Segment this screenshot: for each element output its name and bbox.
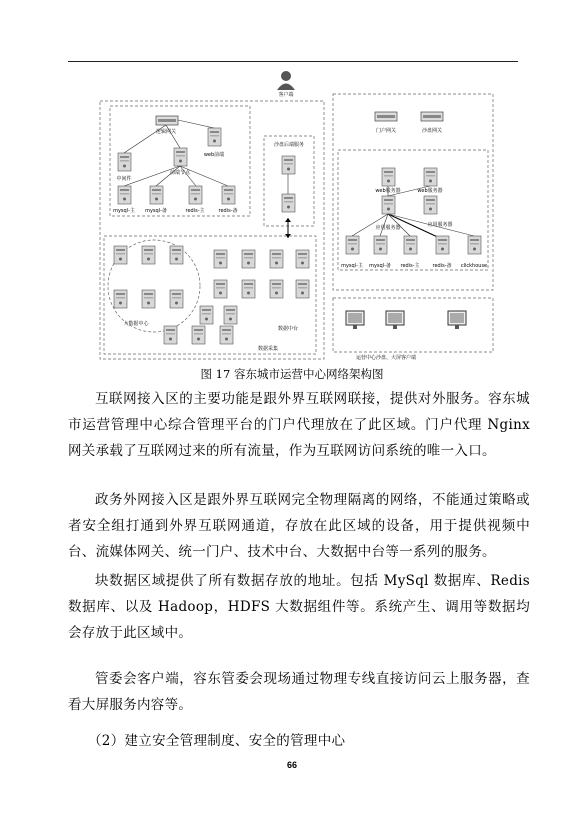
sandbox-app-label: 沙盘后端服务 (273, 142, 305, 148)
dataplatform-server-icon (296, 280, 309, 298)
redis-backup-label: redis-备 (218, 208, 238, 214)
dataplatform-server-icon (242, 280, 255, 298)
redis-main-icon (189, 186, 202, 204)
app-server-label: 应用服务器 (375, 225, 401, 231)
portal-gateway-icon (375, 112, 397, 121)
client-label: 客户端 (278, 92, 294, 98)
paragraph-internet-zone: 互联网接入区的主要功能是跟外界互联网联接，提供对外服务。容东城市运营管理中心综合管理平台的门户代理放在了此区域。门户代理 Nginx 网关承载了互联网过来的所有流量，作为互联网访问系统的唯一入口。 (68, 391, 530, 459)
dataplatform-server-icon (214, 280, 227, 298)
internet-region (333, 94, 493, 290)
figure-caption: 图 17 容东城市运营中心网络架构图 (200, 367, 384, 381)
redis-main-icon (404, 236, 417, 254)
data-collect-label: 数据采集 (257, 346, 279, 352)
mysql-main-label-right: mysql-主 (341, 263, 363, 269)
mq-server-icon (118, 153, 131, 171)
dataplatform-server-icon (242, 250, 255, 268)
gateway-label: 逻辑网关 (155, 129, 177, 135)
bigdata-server-icon (114, 290, 127, 308)
redis-main-label-right: redis-主 (400, 263, 420, 269)
monitor-icon (386, 311, 404, 329)
dataplatform-server-icon (224, 306, 237, 324)
web-frontend-server-icon (208, 128, 221, 146)
ops-sandbox-screen-label: 运营中心沙盘、大屏客户端 (355, 355, 417, 361)
mq-label: 中间件 (116, 176, 132, 182)
client-icon (277, 71, 295, 90)
web-server-label: web服务器 (375, 188, 401, 194)
collect-server-icon (192, 326, 205, 344)
mysql-backup-label-right: mysql-备 (369, 263, 391, 269)
dataplatform-server-icon (270, 250, 283, 268)
web-frontend-label: web前端 (203, 152, 225, 158)
bigdata-server-icon (114, 246, 127, 264)
dataplatform-server-icon (270, 280, 283, 298)
page-number: 66 (286, 760, 297, 770)
dataplatform-server-icon (296, 250, 309, 268)
paragraph-gov-network: 政务外网接入区是跟外界互联网完全物理隔离的网络，不能通过策略或者安全组打通到外界互联网通道，存放在此区域的设备，用于提供视频中台、流媒体网关、统一门户、技术中台、大数据中台等一系列的服务。 (68, 492, 530, 560)
web-server-icon (382, 168, 395, 186)
big-data-center-label: 大数据中心 (123, 321, 149, 327)
app-server-icon (382, 196, 395, 214)
paragraph-block-data: 块数据区域提供了所有数据存放的地址。包括 MySql 数据库、Redis 数据库、以及 Hadoop，HDFS 大数据组件等。系统产生、调用等数据均会存放于此区域中。 (68, 573, 530, 641)
mysql-backup-icon (374, 236, 387, 254)
data-collect-region (104, 236, 316, 354)
sandbox-gateway-label: 沙盘网关 (421, 128, 443, 134)
data-platform-label: 数据中台 (277, 326, 299, 332)
sandbox-app-region (264, 136, 314, 226)
sandbox-gateway-icon (421, 112, 443, 121)
collect-server-icon (220, 326, 233, 344)
mysql-backup-label: mysql-备 (145, 208, 167, 214)
monitor-icon (448, 311, 466, 329)
redis-backup-icon (436, 236, 449, 254)
gateway-icon (156, 116, 178, 125)
web-server2-label: web服务器 (417, 188, 443, 194)
bigdata-server-icon (142, 246, 155, 264)
mysql-main-icon (118, 186, 131, 204)
clickhouse-icon (468, 236, 481, 254)
sandbox-server-icon (282, 194, 295, 212)
redis-backup-icon (222, 186, 235, 204)
dataplatform-server-icon (200, 306, 213, 324)
portal-gateway-label: 门户网关 (375, 128, 397, 134)
mysql-backup-icon (150, 186, 163, 204)
dataplatform-server-icon (214, 250, 227, 268)
web-server-icon (424, 168, 437, 186)
redis-main-label: redis-主 (185, 208, 205, 214)
mysql-main-label: mysql-主 (113, 208, 135, 214)
app-server2-label: 应用服务器 (427, 222, 453, 228)
bigdata-server-icon (170, 290, 183, 308)
app-server-icon (424, 196, 437, 214)
header-rule (68, 61, 518, 62)
bigdata-server-icon (170, 246, 183, 264)
collect-server-icon (164, 326, 177, 344)
sandbox-server-icon (282, 156, 295, 174)
mysql-main-icon (346, 236, 359, 254)
network-architecture-diagram (96, 68, 496, 364)
section-heading: （2）建立安全管理制度、安全的管理中心 (88, 733, 346, 749)
clickhouse-label: clickhouse (460, 263, 488, 269)
bigdata-server-icon (142, 290, 155, 308)
front-server-icon (174, 148, 187, 166)
redis-backup-label-right: redis-备 (432, 263, 452, 269)
paragraph-client: 管委会客户端，容东管委会现场通过物理专线直接访问云上服务器，查看大屏服务内容等。 (68, 671, 530, 713)
front-label: 前端节点 (169, 170, 191, 176)
monitor-icon (346, 311, 364, 329)
